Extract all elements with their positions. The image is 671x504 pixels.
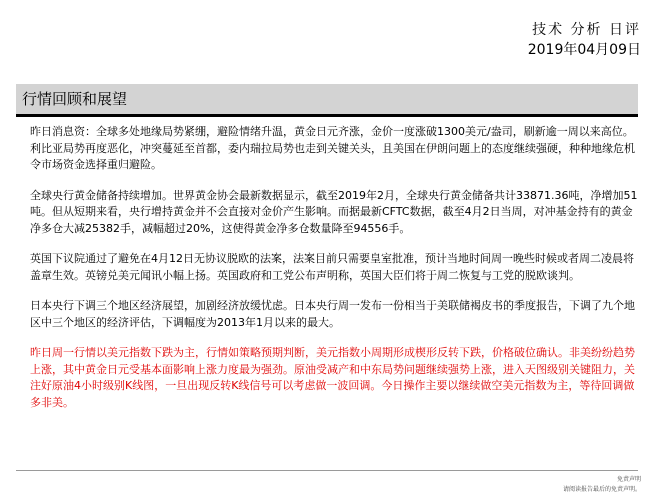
- section-title: 行情回顾和展望: [22, 90, 128, 108]
- report-type-title: 技术 分析 日评: [532, 22, 641, 38]
- paragraph-boj: 日本央行下调三个地区经济展望，加剧经济放缓忧虑。日本央行周一发布一份相当于美联储褐皮书的季度报告，下调了九个地区中三个地区的经济评估，下调幅度为2013年1月以来的最大。: [30, 299, 635, 329]
- disclaimer-note: [563, 475, 641, 495]
- paragraph-market-news: 昨日消息资：全球多处地缘局势紧绷，避险情绪升温，黄金日元齐涨，金价一度涨破1300美元/盎司，刷新逾一周以来高位。利比亚局势再度恶化，冲突蔓延至首都，委内瑞拉局势也走到关键关头，且美国在伊朗问题上的态度继续强硬，种种地缘危机令市场资金选择重归避险。: [30, 125, 635, 171]
- disclaimer-title: 免责声明: [616, 476, 641, 483]
- paragraph-brexit: 英国下议院通过了避免在4月12日无协议脱欧的法案，法案目前只需要皇室批准，预计当地时间周一晚些时候或者周二凌晨将盖章生效。英镑兑美元闻讯小幅上扬。英国政府和工党公布声明称，英国大臣们将于周二恢复与工党的脱欧谈判。: [30, 252, 634, 282]
- article-body: [30, 124, 638, 425]
- paragraph-strategy-highlight: 昨日周一行情以美元指数下跌为主，行情如策略预期判断，美元指数小周期形成楔形反转下跌，价格破位确认。非美纷纷趋势上涨，其中黄金日元受基本面影响上涨力度最为强劲。原油受减产和中东局势问题继续强势上涨，进入天图级别关键阻力，关注好原油4小时级别K线图，一旦出现反转K线信号可以考虑做一波回调。今日操作主要以继续做空美元指数为主，等待回调做多非美。: [30, 346, 635, 409]
- report-date: 2019年04月09日: [527, 42, 641, 58]
- section-header: [16, 84, 638, 117]
- footer-divider: [16, 470, 638, 471]
- disclaimer-text: 请阅读报告最后的免责声明。: [562, 486, 641, 493]
- report-header: [528, 20, 641, 60]
- paragraph-gold-reserves: 全球央行黄金储备持续增加。世界黄金协会最新数据显示，截至2019年2月，全球央行黄金储备共计33871.36吨，净增加51吨。但从短期来看，央行增持黄金并不会直接对金价产生影响。而据最新CFTC数据，截至4月2日当周，对冲基金持有的黄金净多仓大减25382手，减幅超过20%，这使得黄金净多仓数量降至94556手。: [30, 188, 638, 235]
